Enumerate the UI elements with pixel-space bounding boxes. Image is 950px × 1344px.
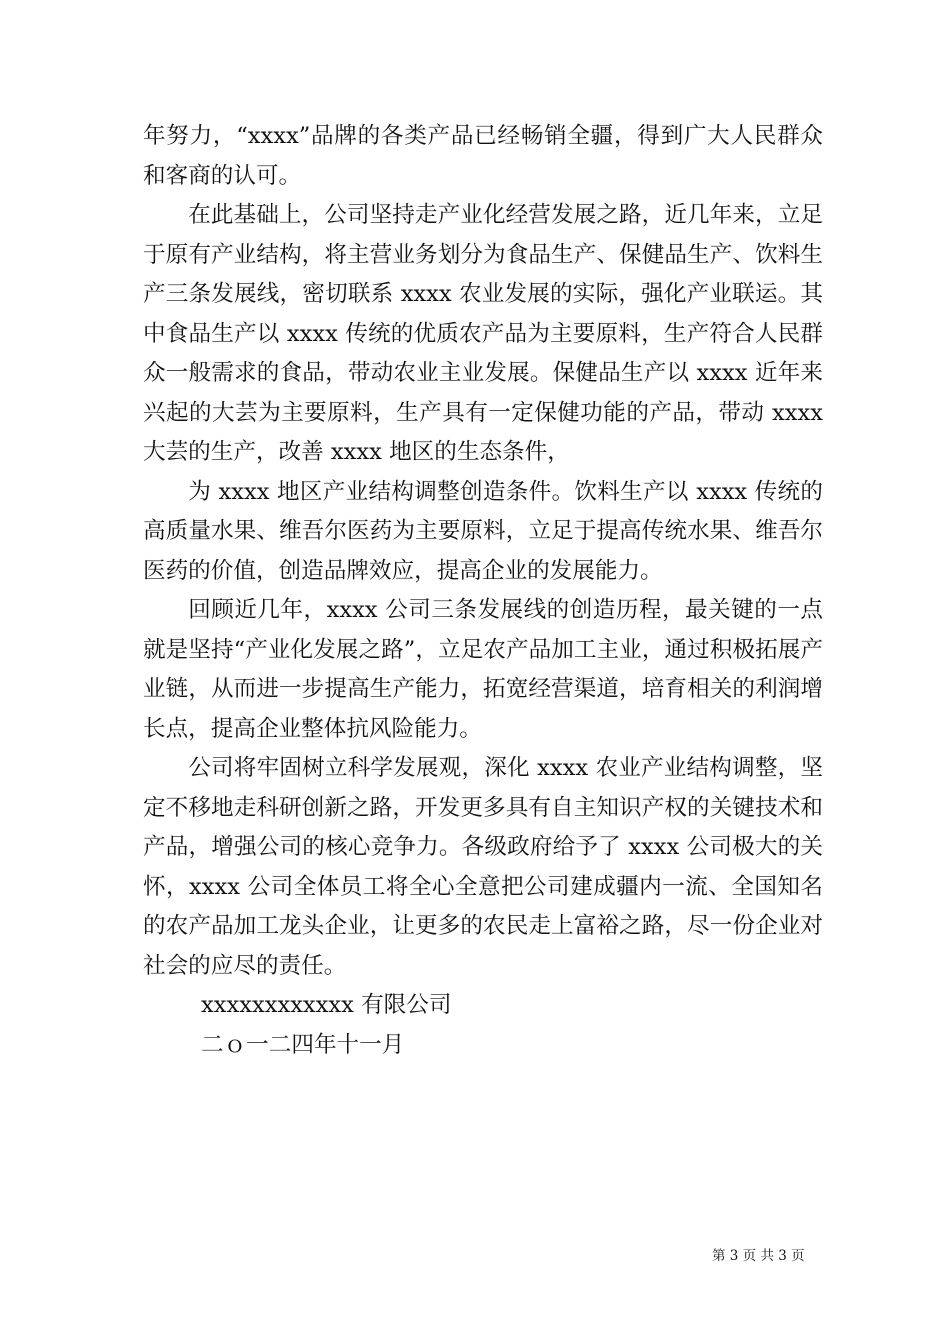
signature-company: xxxxxxxxxxxx 有限公司 [201, 992, 452, 1018]
paragraph-beverage-production: 为 xxxx 地区产业结构调整创造条件。饮料生产以 xxxx 传统的高质量水果、维吾尔医药为主要原料，立足于提高传统水果、维吾尔医药的价值，创造品牌效应，提高企业的发展能力。 [143, 478, 823, 584]
document-body [143, 117, 823, 1065]
page-number-footer: 第 3 页 共 3 页 [712, 1248, 805, 1264]
paragraph-outlook: 公司将牢固树立科学发展观，深化 xxxx 农业产业结构调整，坚定不移地走科研创新之路，开发更多具有自主知识产权的关键技术和产品，增强公司的核心竞争力。各级政府给予了 xxxx 公司极大的关怀，xxxx 公司全体员工将全心全意把公司建成疆内一流、全国知名的农产品加工龙头企业，让更多的农民走上富裕之路，尽一份企业对社会的应尽的责任。 [143, 755, 823, 979]
paragraph-continuation: 年努力，“xxxx”品牌的各类产品已经畅销全疆，得到广大人民群众和客商的认可。 [143, 123, 823, 189]
paragraph-review: 回顾近几年，xxxx 公司三条发展线的创造历程，最关键的一点就是坚持“产业化发展之路”，立足农产品加工主业，通过积极拓展产业链，从而进一步提高生产能力，拓宽经营渠道，培育相关的利润增长点，提高企业整体抗风险能力。 [143, 597, 823, 742]
signature-date: 二ｏ一二四年十一月 [201, 1031, 405, 1058]
paragraph-industrialization: 在此基础上，公司坚持走产业化经营发展之路，近几年来，立足于原有产业结构，将主营业务划分为食品生产、保健品生产、饮料生产三条发展线，密切联系 xxxx 农业发展的实际，强化产业联运。其中食品生产以 xxxx 传统的优质农产品为主要原料，生产符合人民群众一般需求的食品，带动农业主业发展。保健品生产以 xxxx 近年来兴起的大芸为主要原料，生产具有一定保健功能的产品，带动 xxxx 大芸的生产，改善 xxxx 地区的生态条件， [143, 202, 823, 465]
